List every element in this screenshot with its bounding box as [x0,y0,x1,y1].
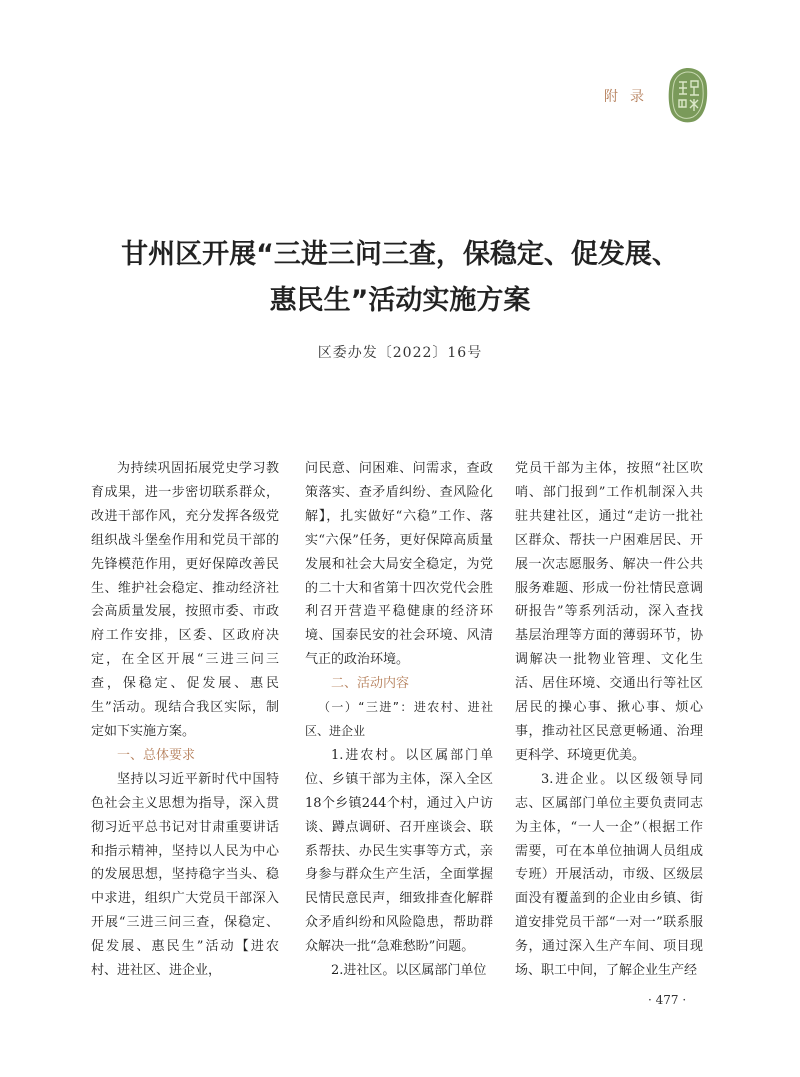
section-heading: 一、总体要求 [117,747,196,763]
paragraph: 坚持以习近平新时代中国特色社会主义思想为指导，深入贯彻习近平总书记对甘肃重要讲话和指示精神，坚持以人民为中心的发展思想，坚持稳字当头、稳中求进，组织广大党员干部深入开展“三进三问三查，保稳定、促发展、惠民生”活动【进农村、进社区、进企业， [91,771,279,979]
paragraph: 3.进企业。以区级领导同志、区属部门单位主要负责同志为主体，“一人一企”（根据工作需要，可在本单位抽调人员组成专班）开展活动，市级、区级层面没有覆盖到的企业由乡镇、街道安排党员干部“一对一”联系服务，通过深入生产车间、项目现场、职工中间，了解企业生产经 [515,771,703,979]
text-column-3 [515,457,703,983]
section-label: 附录 [604,89,656,105]
subsection-heading: （一）“三进”：进农村、进社区、进企业 [305,700,493,738]
section-heading: 二、活动内容 [331,676,410,692]
paragraph: 2.进社区。以区属部门单位 [331,963,487,979]
text-column-2 [305,457,493,983]
paragraph: 为持续巩固拓展党史学习教育成果，进一步密切联系群众，改进干部作风，充分发挥各级党组织战斗堡垒作用和党员干部的先锋模范作用，更好保障改善民生、维护社会稳定、推动经济社会高质量发展，按照市委、市政府工作安排，区委、区政府决定，在全区开展“三进三问三查，保稳定、促发展、惠民生”活动。现结合我区实际，制定如下实施方案。 [91,461,279,739]
page-number: · 477 · [648,993,687,1007]
title-line-1: 甘州区开展“三进三问三查，保稳定、促发展、 [121,239,679,270]
title-line-2: 惠民生”活动实施方案 [269,285,531,316]
text-column-1 [91,457,279,983]
paragraph: 问民意、问困难、问需求，查政策落实、查矛盾纠纷、查风险化解】，扎实做好“六稳”工作、落实“六保”任务，更好保障高质量发展和社会大局安全稳定，为党的二十大和省第十四次党代会胜利召开营造平稳健康的经济环境、国泰民安的社会环境、风清气正的政治环境。 [305,461,493,668]
paragraph: 党员干部为主体，按照“社区吹哨、部门报到”工作机制深入共驻共建社区，通过“走访一批社区群众、帮扶一户困难居民、开展一次志愿服务、解决一件公共服务难题、形成一份社情民意调研报告”等系列活动，深入查找基层治理等方面的薄弱环节，协调解决一批物业管理、文化生活、居住环境、交通出行等社区居民的操心事、揪心事、烦心事，推动社区民意更畅通、治理更科学、环境更优美。 [515,461,703,763]
seal-stamp-icon [667,66,709,124]
paragraph: 1.进农村。以区属部门单位、乡镇干部为主体，深入全区18个乡镇244个村，通过入户访谈、蹲点调研、召开座谈会、联系帮扶、办民生实事等方式，亲身参与群众生产生活，全面掌握民情民意民声，细致排查化解群众矛盾纠纷和风险隐患，帮助群众解决一批“急难愁盼”问题。 [305,747,493,955]
document-number: 区委办发〔2022〕16号 [317,345,483,361]
document-title [60,232,740,324]
